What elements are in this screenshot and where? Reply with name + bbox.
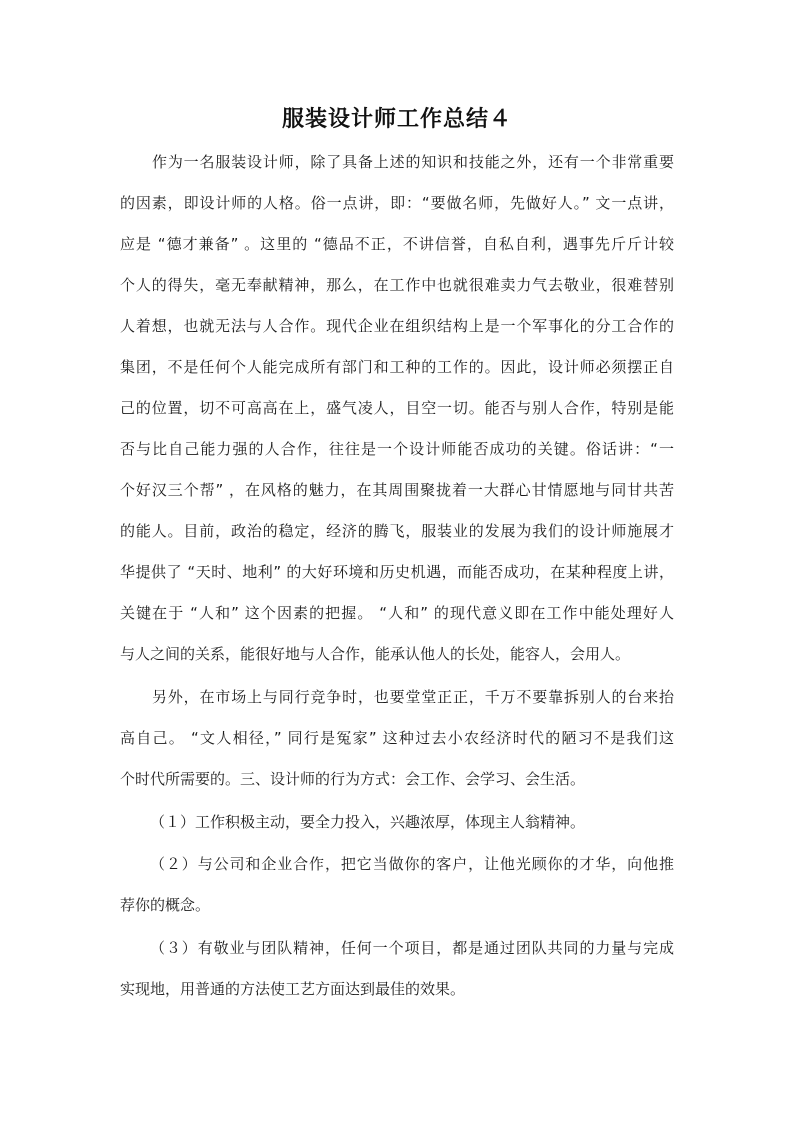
text-line: 人着想，也就无法与人合作。现代企业在组织结构上是一个军事化的分工合作的 xyxy=(120,317,674,335)
text-line: 的因素，即设计师的人格。俗一点讲，即：“要做名师，先做好人。” 文一点讲， xyxy=(120,194,674,212)
document-title: 服装设计师工作总结４ xyxy=(281,107,512,132)
text-line: 华提供了 “天时、地利” 的大好环境和历史机遇，而能否成功，在某种程度上讲， xyxy=(120,563,674,581)
text-line: 高自己。 “文人相径，” 同行是冤家” 这种过去小农经济时代的陋习不是我们这 xyxy=(120,729,674,747)
text-line: 个好汉三个帮” ，在风格的魅力，在其周围聚拢着一大群心甘情愿地与同甘共苦 xyxy=(120,481,674,499)
text-line: （２）与公司和企业合作，把它当做你的客户，让他光顾你的才华，向他推 xyxy=(150,855,674,873)
text-line: 作为一名服装设计师，除了具备上述的知识和技能之外，还有一个非常重要 xyxy=(152,153,674,171)
text-line: 实现地，用普通的方法使工艺方面达到最佳的效果。 xyxy=(120,980,466,998)
text-line: （１）工作积极主动，要全力投入，兴趣浓厚，体现主人翁精神。 xyxy=(150,813,586,831)
text-line: 己的位置，切不可高高在上，盛气凌人，目空一切。能否与别人合作，特别是能 xyxy=(120,399,674,417)
text-line: 集团，不是任何个人能完成所有部门和工种的工作的。因此，设计师必须摆正自 xyxy=(120,358,674,376)
text-line: 关键在于 “人和” 这个因素的把握。 “人和” 的现代意义即在工作中能处理好人 xyxy=(120,604,674,622)
text-line: 个人的得失，毫无奉献精神，那么，在工作中也就很难卖力气去敬业，很难替别 xyxy=(120,276,674,294)
text-line: 否与比自己能力强的人合作，往往是一个设计师能否成功的关键。俗话讲：“一 xyxy=(120,440,674,458)
text-line: 应是 “德才兼备” 。这里的 “德品不正，不讲信誉，自私自利，遇事先斤斤计较 xyxy=(120,235,674,253)
text-line: 荐你的概念。 xyxy=(120,896,211,914)
text-line: 与人之间的关系，能很好地与人合作，能承认他人的长处，能容人，会用人。 xyxy=(120,645,631,663)
text-line: 的能人。目前，政治的稳定，经济的腾飞，服装业的发展为我们的设计师施展才 xyxy=(120,522,674,540)
text-line: 个时代所需要的。三、设计师的行为方式：会工作、会学习、会生活。 xyxy=(120,770,586,788)
text-line: 另外，在市场上与同行竞争时，也要堂堂正正，千万不要靠拆别人的台来抬 xyxy=(152,688,674,706)
text-line: （３）有敬业与团队精神，任何一个项目，都是通过团队共同的力量与完成 xyxy=(150,939,674,957)
